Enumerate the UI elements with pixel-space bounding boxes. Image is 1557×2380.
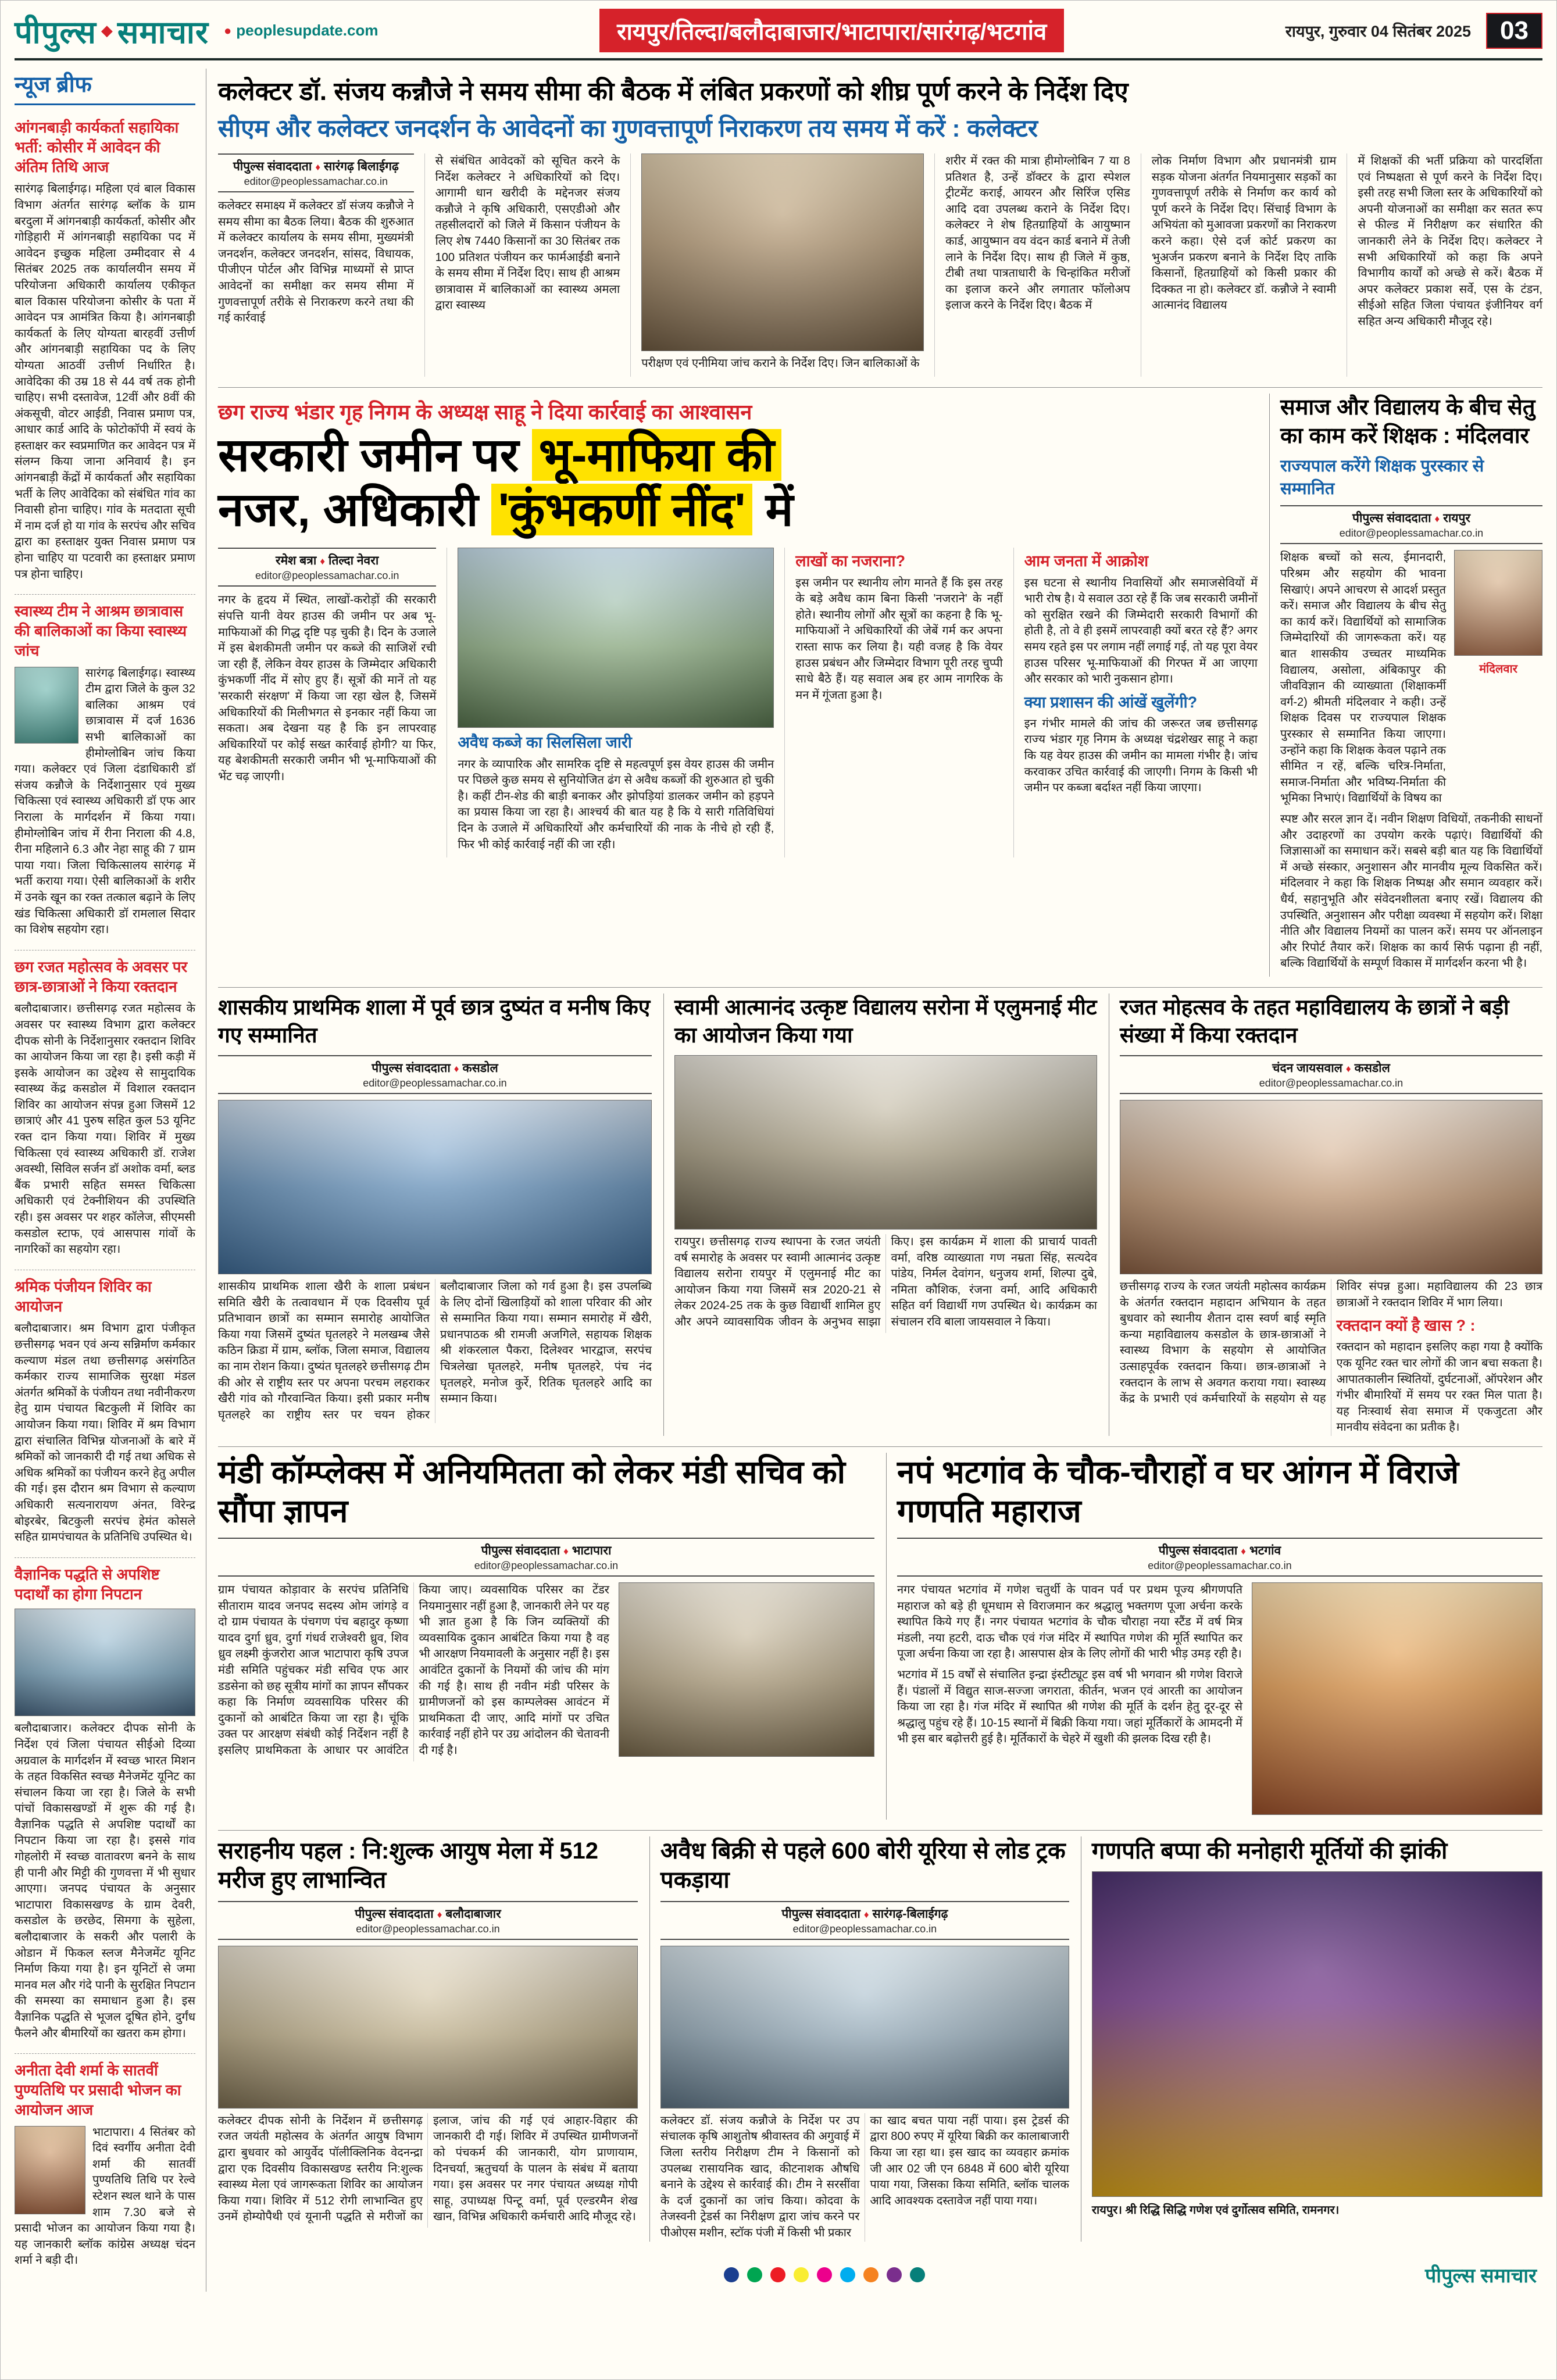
headline-highlight: 'कुंभकर्णी नींद': [491, 484, 753, 535]
byline-email: editor@peoplessamachar.co.in: [363, 1077, 507, 1089]
brief-headline: अनीता देवी शर्मा के सातवीं पुण्यतिथि पर प्रसादी भोजन का आयोजन आज: [15, 2061, 181, 2118]
byline-diamond-icon: ♦: [315, 162, 321, 173]
alumni-meet-photo: [674, 1055, 1097, 1230]
article-paragraph: शासकीय प्राथमिक शाला खैरी के शाला प्रबंधन समिति खैरी के तत्वावधान में एक दिवसीय पूर्व प्रतिभावान छात्रों का सम्मान समारोह आयोजित किया गया जिसमें दुष्यंत घृतलहरे ने मलखम्ब जैसे कठिन क्रिडा में ग्राम, ब्लॉक, जिला समाज, विद्यालय का नाम रोशन किया। दुष्यंत घृतलहरे छत्तीसगढ़ टीम की ओर से राष्ट्रीय स्तर पर अपना परचम लहराकर खैरी गांव को गौरवान्वित किया। इसी प्रकार मनीष घृतलहरे का राष्ट्रीय स्तर पर चयन होकर बलौदाबाजार जिला को गर्व हुआ है। इस उपलब्धि के लिए दोनों खिलाड़ियों को शाला परिवार की ओर से सम्मानित किया गया। सम्मान समारोह में खैरी, प्रधानपाठक श्री रामजी अजगिले, सहायक शिक्षक श्री शंकरलाल पैकरा, दिलेश्वर भारद्वाज, सरपंच चित्रलेखा घृतलहरे, मनीष घृतलहरे, पंच नंद घृतलहरे, मनोज कुर्रे, रितिक घृतलहरे आदि का सम्मान किया।: [218, 1280, 652, 1421]
top-story-col5: [1347, 153, 1542, 377]
band-mid-articles: [218, 988, 1542, 1447]
byline: [218, 1055, 652, 1094]
page-footer: [218, 2252, 1542, 2292]
byline-email: editor@peoplessamachar.co.in: [255, 570, 399, 582]
byline-email: editor@peoplessamachar.co.in: [1148, 1560, 1292, 1572]
article-paragraph: रक्तदान को महादान इसलिए कहा गया है क्योंकि एक यूनिट रक्त चार लोगों की जान बचा सकता है। आपातकालीन स्थितियों, दुर्घटनाओं, ऑपरेशन और गंभीर बीमारियों में समय पर रक्त मिल पाता है। यह निःस्वार्थ सेवा समाज में एकजुटता और मानवीय संवेदना का प्रतीक है।: [1336, 1341, 1542, 1434]
footer-dots: [724, 2267, 925, 2282]
newspaper-logo: [15, 9, 209, 52]
page-number: 03: [1486, 13, 1542, 49]
teacher-article-headline: समाज और विद्यालय के बीच सेतु का काम करें शिक्षक : मंदिलवार: [1280, 395, 1535, 449]
article-paragraph: नगर के व्यापारिक और सामरिक दृष्टि से महत्वपूर्ण इस वेयर हाउस की जमीन पर पिछले कुछ समय से सुनियोजित ढंग से अवैध कब्जों की शुरुआत हो चुकी है। कहीं टीन-शेड की बाड़ी बनाकर और झोपड़ियां डालकर जमीन को हड़पने का प्रयास किया जा रहा है। आश्चर्य की बात यह है कि ये सारी गतिविधियां दिन के उजाले में अधिकारियों और कर्मचारियों की नाक के नीचे हो रही हैं, फिर भी कोई कार्रवाई नहीं की जा रही।: [458, 757, 774, 851]
byline-agency: पीपुल्स संवाददाता: [781, 1907, 860, 1921]
byline-diamond-icon: ♦: [563, 1546, 569, 1557]
health-checkup-photo: [15, 667, 78, 744]
article-headline: नपं भटगांव के चौक-चौराहों व घर आंगन में विराजे गणपति महाराज: [897, 1453, 1459, 1529]
collector-meeting-photo: [641, 153, 924, 351]
teacher-article-subhead: राज्यपाल करेंगे शिक्षक पुरस्कार से सम्मानित: [1280, 457, 1484, 499]
article-headline: मंडी कॉम्प्लेक्स में अनियमितता को लेकर मंडी सचिव को सौंपा ज्ञापन: [218, 1453, 846, 1529]
news-brief-item: [15, 595, 195, 950]
school-honor-article: [218, 994, 652, 1436]
byline-reporter: चंदन जायसवाल: [1272, 1062, 1342, 1075]
byline-place: सारंगढ़ बिलाईगढ़: [324, 160, 399, 174]
teacher-award-article: [1269, 394, 1542, 977]
logo-diamond-icon: ◆: [101, 22, 113, 39]
article-paragraph: ग्राम पंचायत कोड़ावार के सरपंच प्रतिनिधि सीताराम यादव जनपद सदस्य ओम जांगड़े व दो ग्राम पंचायत के पंचगण पंच बहादुर कृष्णा यादव दुर्गा ध्रुव, दुर्गा गंधर्व राजेश्वरी ध्रुव, शिव ध्रुव लक्ष्मी कुंजरोरा आज भाटापारा कृषि उपज मंडी समिति पहुंचकर मंडी सचिव एफ आर डडसेना को छह सूत्रीय मांगों का ज्ञापन सौंपकर कहा कि निर्माण व्यवसायिक परिसर की दुकानों को आबंटित किया जा रहा है। चूंकि उक्त पर आरक्षण संबंधी कोई निर्देशन नहीं है इसलिए प्राथमिकता के आधार पर आवंटित किया जाए। व्यवसायिक परिसर का टेंडर नियमानुसार नहीं हुआ है, जानकारी लेने पर यह भी ज्ञात हुआ है कि जिन व्यक्तियों की व्यवसायिक दुकान आबंटित किया गया है वह भी आरक्षण नियमावली के अनुसार नहीं है। इस आवंटित दुकानों के नियमों की जांच की मांग की गई है। साथ ही नवीन मंडी परिसर के ग्रामीणजनों को इस काम्पलेक्स आवंटन में प्राथमिकता दी जाए, आदि मांगों पर उचित कार्रवाई नहीं होने पर उग्र आंदोलन की चेतावनी दी गई है।: [218, 1584, 609, 1757]
byline-agency: पीपुल्स संवाददाता: [372, 1062, 451, 1075]
byline-email: editor@peoplessamachar.co.in: [244, 176, 388, 188]
logo-text-first: पीपुल्स: [15, 15, 97, 50]
top-story-col1: [218, 153, 414, 377]
byline: [1280, 505, 1542, 544]
website-link: [224, 22, 378, 40]
color-dot-icon: [794, 2267, 809, 2282]
byline: [218, 1901, 638, 1940]
section-title: क्या प्रशासन की आंखें खुलेंगी?: [1024, 693, 1198, 711]
byline-diamond-icon: ♦: [863, 1909, 869, 1920]
section-title: लाखों का नजराना?: [795, 552, 905, 570]
byline-agency: पीपुल्स संवाददाता: [481, 1544, 560, 1558]
band-lower-articles: [218, 1447, 1542, 1831]
dateline: रायपुर, गुरुवार 04 सितंबर 2025: [1285, 23, 1472, 40]
article-paragraph: शरीर में रक्त की मात्रा हीमोग्लोबिन 7 या 8 प्रतिशत है, उन्हें डॉक्टर के द्वारा स्पेशल ट्रीटमेंट कराई, आयरन और सिरिंज एसिड आदि दवा उपलब्ध कराने के निर्देश दिए। कलेक्टर ने शेष हितग्राहियों के आयुष्मान कार्ड, आयुष्मान वय वंदन कार्ड बनाने में तेजी लाने के निर्देश दिए। साथ ही जिले में कुष्ठ, टीबी तथा पात्रताधारी के चिन्हांकित मरीजों का इलाज करने और लगातार फॉलोअप इलाज करने के निर्देश दिए। बैठक में: [945, 155, 1130, 312]
byline-place: भटगांव: [1249, 1544, 1281, 1558]
memorandum-handover-photo: [619, 1582, 874, 1757]
article-headline: अवैध बिक्री से पहले 600 बोरी यूरिया से लोड ट्रक पकड़ाया: [660, 1838, 1066, 1893]
news-brief-item: [15, 2054, 195, 2281]
land-mafia-col3: [784, 548, 1002, 857]
byline-email: editor@peoplessamachar.co.in: [792, 1922, 937, 1935]
news-brief-item: [15, 950, 195, 1270]
blood-donation-photo: [1120, 1100, 1542, 1274]
article-paragraph: में शिक्षकों की भर्ती प्रक्रिया को पारदर्शिता एवं निष्पक्षता से पूर्ण करने के निर्देश दिए। इसी तरह सभी जिला स्तर के अधिकारियों को अपनी योजनाओं का समीक्षा कर सतत रूप से फील्ड में निरीक्षण कर संधारित की जानकारी लेने के निर्देश दिए। कलेक्टर ने सभी अधिकारियों को कहा कि अपने विभागीय कार्यों को अच्छे से करें। बैठक में अपर कलेक्टर प्रकाश सर्वे, एस के टंडन, सीईओ सहित जिला पंचायत इंजीनियर वर्ग सहित अन्य अधिकारी मौजूद रहे।: [1358, 155, 1542, 328]
top-story-photo-col: [630, 153, 924, 377]
top-story-subhead: सीएम और कलेक्टर जनदर्शन के आवेदनों का गुणवत्तापूर्ण निराकरण तय समय में करें : कलेक्टर: [218, 115, 1038, 142]
byline-agency: पीपुल्स संवाददाता: [233, 160, 312, 174]
headline-highlight: भू-माफिया की: [532, 429, 781, 481]
article-paragraph: नगर पंचायत भटगांव में गणेश चतुर्थी के पावन पर्व पर प्रथम पूज्य श्रीगणपति महाराज को बड़े ही धूमधाम से विराजमान कर श्रद्धालु भक्तगण पूजा अर्चना करके स्थापित किये गए हैं। नगर पंचायत भटगांव के चौक चौराहा नया स्टैंड में वर्ष मित्र मंडली, नया हटरी, दाऊ चौक एवं गंज मंदिर में स्थापित गणेश की मूर्ति स्थापित कर पूजा अर्चना किया जा रहा है। आसपास क्षेत्र के लिए लोगों की भारी भीड़ उमड़ रही है।: [897, 1584, 1242, 1661]
blood-donation-article: [1109, 994, 1542, 1436]
article-paragraph: कलेक्टर समाक्ष्य में कलेक्टर डॉ संजय कन्नौजे ने समय सीमा का बैठक लिया। बैठक की शुरुआत में कलेक्टर कार्यालय के समय सीमा, मुख्यमंत्री जनदर्शन, कलेक्टर जनदर्शन, सांसद, विधायक, पीजीएन पोर्टल और विभिन्न माध्यमों से प्राप्त आवेदनों का समीक्षा कर समय सीमा में गुणवत्तापूर्ण तरीके से निराकरण करने तथा की गई कार्रवाई: [218, 199, 414, 325]
byline-email: editor@peoplessamachar.co.in: [1259, 1077, 1404, 1089]
article-paragraph: स्पष्ट और सरल ज्ञान दें। नवीन शिक्षण विधियों, तकनीकी साधनों और उदाहरणों का उपयोग करके पढ़ाएं। विद्यार्थियों की जिज्ञासाओं का समाधान करें। सबसे बड़ी बात यह कि विद्यार्थियों में अच्छे संस्कार, अनुशासन और मानवीय मूल्य विकसित करें। मंदिलवार ने कहा कि शिक्षक निष्पक्ष और समान व्यवहार करें। धैर्य, सहानुभूति और संवेदनशीलता बनाए रखें। विद्यालय की उपस्थिति, अनुशासन और परीक्षा व्यवस्था में सहयोग करें। शिक्षा नीति और विद्यालय नियमों का पालन करें। समय पर ऑनलाइन और रिपोर्ट तैयार करें। शिक्षक का कार्य सिर्फ पढ़ाना ही नहीं, बल्कि विद्यार्थियों के सम्पूर्ण विकास में मार्गदर्शन करना भी है।: [1280, 812, 1542, 970]
news-brief-title: न्यूज ब्रीफ: [15, 69, 195, 105]
article-paragraph: इन गंभीर मामले की जांच की जरूरत जब छत्तीसगढ़ राज्य भंडार गृह निगम के अध्यक्ष चंद्रशेखर साहू ने कहा कि यह वेयर हाउस की जमीन का मामला गंभीर है। जांच करवाकर उचित कार्रवाई की जाएगी। निगम के किसी भी जमीन पर कब्जा बर्दाश्त नहीं किया जाएगा।: [1024, 717, 1258, 795]
news-brief-sidebar: [15, 69, 206, 2292]
byline-diamond-icon: ♦: [437, 1909, 442, 1920]
brief-headline: स्वास्थ्य टीम ने आश्रम छात्रावास की बालिकाओं का किया स्वास्थ्य जांच: [15, 602, 187, 659]
news-brief-item: [15, 1270, 195, 1558]
brief-body: भाटापारा। 4 सितंबर को दिवं स्वर्गीय अनीता देवी शर्मा की सातवीं पुण्यतिथि तिथि पर रेल्वे स्टेशन स्थल थाने के पास शाम 7.30 बजे से प्रसादी भोजन का आयोजन किया गया है। यह जानकारी ब्लॉक कांग्रेस अध्यक्ष चंदन शर्मा ने बड़ी दी।: [15, 2125, 195, 2267]
color-dot-icon: [747, 2267, 762, 2282]
land-mafia-photo-col: [447, 548, 774, 857]
brief-body: बलौदाबाजार। कलेक्टर दीपक सोनी के निर्देश एवं जिला पंचायत सीईओ दिव्या अग्रवाल के मार्गदर्शन में स्वच्छ भारत मिशन के तहत विकसित स्वच्छ मैनेजमेंट यूनिट का संचालन किया जा रहा है। जिले के सभी पांचों विकासखण्डों में शुरू की गई है। वैज्ञानिक पद्धति से अपशिष्ट पदार्थों का निपटान किया जा रहा है। इससे गांव गोहलोरी में स्वच्छ वातावरण बनने के साथ ही पानी और मिट्टी की गुणवत्ता में भी सुधार आएगा। जनपद पंचायत के अनुसार भाटापारा विकासखण्ड के ग्राम देवरी, कसडोल के छरछेद, सिमगा के सुहेला, बलौदाबाजार के सकरी और पलारी के ओडान में फिकल स्लज मैनेजमेंट यूनिट निर्माण किया गया है। इन यूनिटों से जमा मानव मल और गंदे पानी के सुरक्षित निपटान की समस्या का समाधान हुआ है। इस वैज्ञानिक पद्धति से भूजल दूषित होने, दुर्गंध फैलने और बीमारियों का खतरा कम होगा।: [15, 1722, 195, 2040]
ganpati-jhanki-article: [1081, 1836, 1542, 2242]
byline-diamond-icon: ♦: [1434, 513, 1440, 525]
band-main-story: [218, 388, 1542, 988]
photo-caption: मंदिलवार: [1479, 663, 1517, 676]
byline-email: editor@peoplessamachar.co.in: [356, 1922, 500, 1935]
news-brief-item: [15, 111, 195, 595]
top-story-headline: कलेक्टर डॉ. संजय कन्नौजे ने समय सीमा की बैठक में लंबित प्रकरणों को शीघ्र पूर्ण करने के निर्देश दिए: [218, 77, 1129, 106]
color-dot-icon: [817, 2267, 832, 2282]
students-group-photo: [218, 1100, 652, 1274]
land-mafia-article: [218, 394, 1258, 977]
article-kicker: छग राज्य भंडार गृह निगम के अध्यक्ष साहू ने दिया कार्रवाई का आश्वासन: [218, 399, 752, 424]
article-paragraph: परीक्षण एवं एनीमिया जांच कराने के निर्देश दिए। जिन बालिकाओं के: [641, 357, 920, 370]
byline-place: बलौदाबाजार: [445, 1907, 501, 1921]
color-dot-icon: [840, 2267, 855, 2282]
brief-headline: आंगनबाड़ी कार्यकर्ता सहायिका भर्ती: कोसीर में आवेदन की अंतिम तिथि आज: [15, 119, 179, 176]
byline: [218, 153, 414, 192]
byline-agency: पीपुल्स संवाददाता: [1158, 1544, 1238, 1558]
article-paragraph: शिक्षक बच्चों को सत्य, ईमानदारी, परिश्रम और सहयोग की भावना सिखाएं। अपने आचरण से आदर्श प्रस्तुत करें। समाज और विद्यालय के बीच सेतु का कार्य करें। विद्यार्थियों को सामाजिक जिम्मेदारियों की जागरूकता करें। यह बात शासकीय उच्चतर माध्यमिक विद्यालय, असोला, अंबिकापुर की जीवविज्ञान की व्याख्याता (शिक्षाकर्मी वर्ग-2) श्रीमती मंदिलवार ने कही। उन्हें शिक्षक दिवस पर राज्यपाल शिक्षक पुरस्कार से सम्मानित किया जाएगा। उन्होंने कहा कि शिक्षक केवल पढ़ाने तक सीमित न रहें, बल्कि चरित्र-निर्माता, समाज-निर्माता और भविष्य-निर्माता की भूमिका निभाएं। विद्यार्थियों के विषय का: [1280, 551, 1446, 805]
section-title: आम जनता में आक्रोश: [1024, 552, 1149, 570]
teacher-portrait-photo: [1454, 550, 1542, 656]
article-headline: शासकीय प्राथमिक शाला में पूर्व छात्र दुष्यंत व मनीष किए गए सम्मानित: [218, 995, 651, 1047]
article-paragraph: छत्तीसगढ़ राज्य के रजत जयंती महोत्सव कार्यक्रम के अंतर्गत रक्तदान महादान अभियान के तहत बुधवार को स्थानीय शैतान दास स्वर्ण बाई स्मृति कन्या महाविद्यालय कसडोल के छात्र-छात्राओं ने स्वास्थ्य विभाग के सहयोग से आयोजित उत्साहपूर्वक रक्तदान किया। छात्र-छात्राओं ने रक्तदान के लाभ से अवगत कराया गया। स्वास्थ्य केंद्र के प्रभारी एवं कर्मचारियों के सहयोग से यह शिविर संपन्न हुआ। महाविद्यालय की 23 छात्र छात्राओं ने रक्तदान शिविर में भाग लिया।: [1120, 1280, 1542, 1406]
byline: [1120, 1055, 1542, 1094]
cities-banner: रायपुर/तिल्दा/बलौदाबाजार/भाटापारा/सारंगढ़/भटगांव: [599, 9, 1064, 52]
top-story-col4: [1141, 153, 1337, 377]
article-paragraph: नगर के हृदय में स्थित, लाखों-करोड़ों की सरकारी संपत्ति यानी वेयर हाउस की जमीन पर अब भू-माफियाओं की गिद्ध दृष्टि पड़ चुकी है। दिन के उजाले में इस बेशकीमती जमीन पर कब्जे की साजिशें रची जा रही हैं, लेकिन वेयर हाउस के जिम्मेदार अधिकारी कुंभकर्णी नींद में सोए हुए हैं। सूत्रों की मानें तो यह 'सरकारी संरक्षण' में किया जा रहा खेल है, जिसमें अधिकारियों की मिलीभगत से इनकार नहीं किया जा सकता। अब देखना यह है कि इन लापरवाह अधिकारियों पर कोई सख्त कार्रवाई होगी? या फिर, यह बेशकीमती सरकारी जमीन भी भू-माफियाओं की भेंट चढ़ जाएगी।: [218, 594, 437, 783]
land-mafia-headline: [218, 428, 1258, 538]
article-headline: गणपति बप्पा की मनोहारी मूर्तियों की झांकी: [1091, 1838, 1448, 1864]
byline-agency: पीपुल्स संवाददाता: [355, 1907, 434, 1921]
headline-text: नजर, अधिकारी: [218, 484, 491, 536]
urea-truck-photo: [660, 1946, 1069, 2109]
color-dot-icon: [724, 2267, 739, 2282]
byline-diamond-icon: ♦: [1345, 1063, 1351, 1075]
brief-body: बलौदाबाजार। श्रम विभाग द्वारा पंजीकृत छत्तीसगढ़ भवन एवं अन्य सन्निर्माण कर्मकार कल्याण मंडल तथा छत्तीसगढ़ असंगठित कर्मकार राज्य सामाजिक सुरक्षा मंडल अंतर्गत श्रमिकों के पंजीयन तथा नवीनीकरण हेतु ग्राम पंचायत बिटकुली में शिविर का आयोजन किया गया। शिविर में श्रम विभाग द्वारा संचालित विभिन्न योजनाओं के बारे में श्रमिकों को जानकारी दी गई तथा अधिक से अधिक श्रमिकों का पंजीयन करने हेतु अपील की गई। इस दौरान श्रम विभाग से कल्याण अधिकारी सत्यनारायण अंनत, विरेन्द्र बोइरबेर, बिटकुली सरपंच हेमंत कोसले सहित ग्रामपंचायत के प्रतिनिधि उपस्थित थे।: [15, 1322, 195, 1544]
ganpati-street-photo: [1252, 1582, 1542, 1815]
section-title: रक्तदान क्यों है खास ? :: [1336, 1317, 1476, 1335]
land-mafia-col4: [1013, 548, 1258, 857]
byline: [897, 1538, 1542, 1577]
footer-brand: पीपुल्स समाचार: [1424, 2264, 1537, 2287]
color-dot-icon: [887, 2267, 902, 2282]
website-dot-icon: ●: [224, 23, 232, 38]
article-headline: रजत मोहत्सव के तहत महाविद्यालय के छात्रों ने बड़ी संख्या में किया रक्तदान: [1120, 995, 1509, 1047]
ayush-camp-photo: [218, 1946, 638, 2109]
byline: [660, 1901, 1069, 1940]
main-column: [218, 69, 1542, 2292]
brief-body: बलौदाबाजार। छत्तीसगढ़ रजत महोत्सव के अवसर पर स्वास्थ्य विभाग द्वारा कलेक्टर दीपक सोनी के निर्देशानुसार रक्तदान शिविर का आयोजन किया जा रहा है। इसी कड़ी में इसके आयोजन का उद्देश्य से सामुदायिक स्वास्थ्य केंद्र कसडोल में विशाल रक्तदान शिविर का आयोजन संपन्न हुआ जिसमें 12 छात्राएं और 41 पुरुष सहित कुल 53 यूनिट रक्त दान किया गया। शिविर में मुख्य चिकित्सा एवं स्वास्थ्य अधिकारी डॉ. राजेश अवस्थी, सिविल सर्जन डॉ अशोक वर्मा, ब्लड बैंक प्रभारी सहित समस्त चिकित्सा अधिकारी एवं टेक्नीशियन की उपस्थिति रही। इस अवसर पर शहर कॉलेज, सीएमसी कसडोल स्टाफ, एवं आसपास गांवों के नागरिकों का सहयोग रहा।: [15, 1002, 195, 1256]
byline-place: कसडोल: [1354, 1062, 1390, 1075]
sludge-tanker-photo: [15, 1609, 195, 1716]
logo-text-second: समाचार: [117, 15, 209, 50]
alumni-meet-article: [663, 994, 1097, 1436]
news-brief-item: [15, 1558, 195, 2054]
article-paragraph: कलेक्टर दीपक सोनी के निर्देशन में छत्तीसगढ़ रजत जयंती महोत्सव के अंतर्गत आयुष विभाग द्वारा बुधवार को आयुर्वेद पॉलीक्लिनिक वेदनन्द्रा द्वारा एक दिवसीय विकासखण्ड स्तरीय नि:शुल्क स्वास्थ्य मेला एवं जागरूकता शिविर का आयोजन किया गया। शिविर में 512 रोगी लाभान्वित हुए उनमें होम्योपैथी एवं यूनानी पद्धति से मरीजों का इलाज, जांच की गई एवं आहार-विहार की जानकारी दी गई। शिविर में उपस्थित ग्रामीणजनों को पंचकर्म की जानकारी, योग प्राणायाम, दिनचर्या, ऋतुचर्या के पालन के संबंध में बताया गया। इस अवसर पर नगर पंचायत अध्यक्ष गोपी साहू, उपाध्यक्ष पिन्टू वर्मा, पूर्व एल्डरमैन शेख खान, विभिन्न अधिकारी कर्मचारी आदि मौजूद रहे।: [218, 2114, 638, 2224]
byline-place: भाटापारा: [572, 1544, 612, 1558]
top-story-col3: [934, 153, 1130, 377]
land-mafia-col1: [218, 548, 436, 857]
warehouse-land-photo: [458, 548, 774, 728]
mandi-memorandum-article: [218, 1453, 874, 1820]
headline-text: सरकारी जमीन पर: [218, 428, 532, 481]
byline-reporter: रमेश बत्रा: [276, 554, 317, 568]
website-url: peoplesupdate.com: [236, 22, 378, 39]
byline-email: editor@peoplessamachar.co.in: [474, 1560, 619, 1572]
band-bottom-articles: [218, 1831, 1542, 2252]
ayush-mela-article: [218, 1836, 638, 2242]
color-dot-icon: [863, 2267, 879, 2282]
byline: [218, 548, 436, 587]
section-title: अवैध कब्जे का सिलसिला जारी: [458, 734, 632, 752]
brief-headline: वैज्ञानिक पद्धति से अपशिष्ट पदार्थों का होगा निपटान: [15, 1565, 160, 1603]
anita-portrait-photo: [15, 2126, 85, 2214]
top-story-col2: [424, 153, 620, 377]
article-paragraph: भटगांव में 15 वर्षों से संचालित इन्द्रा इंस्टीट्यूट इस वर्ष भी भगवान श्री गणेश विराजे हैं। पंडालों में विद्युत साज-सज्जा जगराता, कीर्तन, भजन एवं आरती का आयोजन किया जा रहा है। गंज मंदिर में स्थापित श्री गणेश की मूर्ति के दर्शन हेतु दूर-दूर से श्रद्धालु पहुंच रहे हैं। 10-15 स्थानों में बिक्री किया गया। जहां मूर्तिकारों के आमदनी में भी इस बार बढ़ोत्तरी हुई है। मूर्तिकारों के चेहरे में खुशी की झलक दिख रही है।: [897, 1668, 1242, 1746]
byline-agency: पीपुल्स संवाददाता: [1352, 512, 1431, 526]
byline-diamond-icon: ♦: [1241, 1546, 1246, 1557]
byline-place: कसडोल: [462, 1062, 498, 1075]
color-dot-icon: [910, 2267, 925, 2282]
color-dot-icon: [770, 2267, 785, 2282]
article-paragraph: का खाद बचत पाया नहीं पाया। इस ट्रेडर्स की द्वारा 800 रुपए में यूरिया बिक्री कर कालाबाजारी किया जा रहा था। इस खाद का व्यवहार क्रमांक जी आर 02 जी एन 6848 में 600 बोरी यूरिया पाया गया, जिसका किया समिति, ब्लॉक चालक आदि आवश्यक दस्तावेज नहीं पाया गया।: [870, 2114, 1069, 2207]
teacher-photo-block: [1454, 550, 1542, 812]
article-paragraph: से संबंधित आवेदकों को सूचित करने के निर्देश कलेक्टर ने अधिकारियों को दिए। आगामी धान खरीदी के मद्देनजर संजय कन्नौजे ने कृषि अधिकारी, एसएडीओ और तहसीलदारों को जिले में किसान पंजीयन के लिए शेष 7440 किसानों का 30 सितंबर तक 100 प्रतिशत पंजीयन कर फार्मआईडी बनाने के समय सीमा में निर्देश दिए। साथ ही आश्रम छात्रावास में बालिकाओं का स्वास्थ्य अमला द्वारा स्वास्थ्य: [435, 155, 620, 312]
urea-truck-article: [649, 1836, 1069, 2242]
bhatgaon-ganpati-article: [886, 1453, 1542, 1820]
article-paragraph: लोक निर्माण विभाग और प्रधानमंत्री ग्राम सड़क योजना अंतर्गत नियमानुसार सड़कों का गुणवत्तापूर्ण तरीके से निर्माण कर कार्य को पूर्ण करने के निर्देश दिए। सिंचाई विभाग के अभियंता को मुआवजा प्रकरणों का निराकरण करने कहा। ऐसे दर्ज कोर्ट प्रकरण का भुअर्जन प्रकरण बनाने के निर्देश दिए ताकि किसानों, हितग्राहियों को किसी प्रकार की दिक्कत ना हो। कलेक्टर डॉ. कन्नौजे ने स्वामी आत्मानंद विद्यालय: [1151, 155, 1337, 312]
photo-caption: रायपुर। श्री रिद्धि सिद्धि गणेश एवं दुर्गोत्सव समिति, रामनगर।: [1091, 2204, 1340, 2217]
brief-body: सारंगढ़ बिलाईगढ़। महिला एवं बाल विकास विभाग अंतर्गत सारंगढ़ ब्लॉक के ग्राम बरदुला में आंगनबाड़ी कार्यकर्ता, कोसीर और गोड़िहारी में आंगनबाड़ी सहायिका पद में आवेदन इच्छुक महिला उम्मीदवार से 4 सितंबर 2025 तक कार्यालयीन समय में परियोजना अधिकारी कार्यालय एकीकृत बाल विकास परियोजना कोसीर के पता में आवेदन पत्र आमंत्रित किया है। आंगनबाड़ी कार्यकर्ता के लिए योग्यता बारहवीं उत्तीर्ण और आंगनबाड़ी सहायिका पद के लिए योग्यता आठवीं उत्तीर्ण निर्धारित है। आवेदिका की उम्र 18 से 44 वर्ष तक होनी चाहिए। सभी दस्तावेज, 12वीं और 8वीं की अंकसूची, वोटर आईडी, निवास प्रमाण पत्र, आधार कार्ड आदि के फोटोकॉपी में स्वयं के हस्ताक्षर कर स्वप्रमाणित कर आवेदन पत्र में संलग्न किया जाना अनिवार्य है। इन आंगनबाड़ी केंद्रों में कार्यकर्ता और सहायिका भर्ती के लिए आवेदिका को संबंधित गांव का निवासी होना चाहिए। गांव के मतदाता सूची में नाम दर्ज हो या गांव के सरपंच और सचिव द्वारा का हस्ताक्षर युक्त निवास प्रमाण पत्र होना चाहिए या पटवारी का हस्ताक्षर प्रमाण पत्र होना चाहिए।: [15, 183, 195, 581]
article-paragraph: कलेक्टर डॉ. संजय कन्नौजे के निर्देश पर उप संचालक कृषि आशुतोष श्रीवास्तव की अगुवाई में जिला स्तरीय निरीक्षण टीम ने किसानों को उपलब्ध रासायनिक खाद, कीटनाशक औषधि बनाने के उद्देश्य से कार्रवाई की। टीम ने सरसींवा के दर्ज दुकानों का जांच किया। कोदवा के तेजस्वनी ट्रेडर्स का निरीक्षण द्वारा जांच करने पर पीओएस मशीन, स्टॉक पंजी में किसी भी प्रकार: [660, 2114, 860, 2240]
byline-email: editor@peoplessamachar.co.in: [1339, 527, 1484, 539]
byline-place: रायपुर: [1443, 512, 1470, 526]
article-paragraph: इस जमीन पर स्थानीय लोग मानते हैं कि इस तरह के बड़े अवैध काम बिना किसी 'नजराने' के नहीं होते। स्थानीय लोगों और सूत्रों का कहना है कि भू-माफियाओं ने अधिकारियों की जेबें गर्म कर अपना रास्ता साफ कर लिया है। यही वजह है कि वेयर हाउस प्रबंधन और जिम्मेदार विभाग पूरी तरह चुप्पी साधे बैठे हैं। यह सवाल अब हर आम नागरिक के मन में गूंजता हुआ है।: [795, 576, 1003, 702]
masthead: [15, 9, 1542, 60]
ganpati-jhanki-photo: [1092, 1871, 1542, 2197]
byline-place: तिल्दा नेवरा: [328, 554, 379, 568]
brief-headline: छग रजत महोत्सव के अवसर पर छात्र-छात्राओं ने किया रक्तदान: [15, 957, 188, 995]
article-paragraph: रायपुर। छत्तीसगढ़ राज्य स्थापना के रजत जयंती वर्ष समारोह के अवसर पर स्वामी आत्मानंद उत्कृष्ट विद्यालय सरोना रायपुर में एलुमनाई मीट का आयोजन किया गया जिसमें सत्र 2020-21 से लेकर 2024-25 तक के कुछ विद्यार्थी शामिल हुए और अपने व्यावसायिक जीवन के अनुभव साझा किए। इस कार्यक्रम में शाला की प्राचार्य पावती वर्मा, वरिष्ठ व्याख्याता गण नम्रता सिंह, सत्यदेव पांडेय, निर्मल देवांगन, धनुजय शर्मा, शिल्पा दुबे, नमिता कौशिक, रंजना वर्मा, आदि अधिकारी सहित वर्ग विद्यार्थी गण उपस्थित थे। कार्यक्रम का संचालन रवि बाला जायसवाल ने किया।: [674, 1235, 1097, 1329]
headline-text: में: [752, 484, 794, 536]
brief-headline: श्रमिक पंजीयन शिविर का आयोजन: [15, 1277, 152, 1315]
top-story-article: [218, 69, 1542, 388]
article-headline: स्वामी आत्मानंद उत्कृष्ट विद्यालय सरोना में एलुमनाई मीट का आयोजन किया गया: [674, 995, 1097, 1047]
byline: [218, 1538, 874, 1577]
article-headline: सराहनीय पहल : नि:शुल्क आयुष मेला में 512 मरीज हुए लाभान्वित: [218, 1838, 599, 1893]
byline-diamond-icon: ♦: [453, 1063, 459, 1075]
brief-body: सारंगढ़ बिलाईगढ़। स्वास्थ्य टीम द्वारा जिले के कुल 32 बालिका आश्रम एवं छात्रावास में दर्ज 1636 सभी बालिकाओं का हीमोग्लोबिन जांच किया गया। कलेक्टर एवं जिला दंडाधिकारी डॉ संजय कन्नौजे के निर्देशानुसार एवं मुख्य चिकित्सा एवं स्वास्थ्य अधिकारी डॉ एफ आर निराला के मार्गदर्शन में किया गया। हीमोग्लोबिन जांच में रीना निराला की 4.8, रीना महिलाने 6.3 और नेहा साहू की 7 ग्राम पाया गया। जिला चिकित्सालय सारंगढ़ में भर्ती कराया गया। ऐसी बालिकाओं के शरीर में उनके खून का रक्त तत्काल बढ़ाने के लिए खंड चिकित्सा अधिकारी डॉ रामलाल सिदार का विशेष सहयोग रहा।: [15, 666, 195, 937]
byline-place: सारंगढ़-बिलाईगढ़: [872, 1907, 948, 1921]
article-paragraph: इस घटना से स्थानीय निवासियों और समाजसेवियों में भारी रोष है। ये सवाल उठा रहे हैं कि जब सरकारी जमीनों को सुरक्षित रखने की जिम्मेदारी सरकारी विभागों की होती है, तो वे ही इसमें लापरवाही क्यों बरत रहे हैं? अगर समय रहते इस पर लगाम नहीं लगाई गई, तो यह पूरा वेयर हाउस परिसर भू-माफियाओं की गिरफ्त में आ जाएगा और सरकार को भारी नुकसान होगा।: [1024, 576, 1258, 686]
byline-diamond-icon: ♦: [320, 556, 326, 567]
